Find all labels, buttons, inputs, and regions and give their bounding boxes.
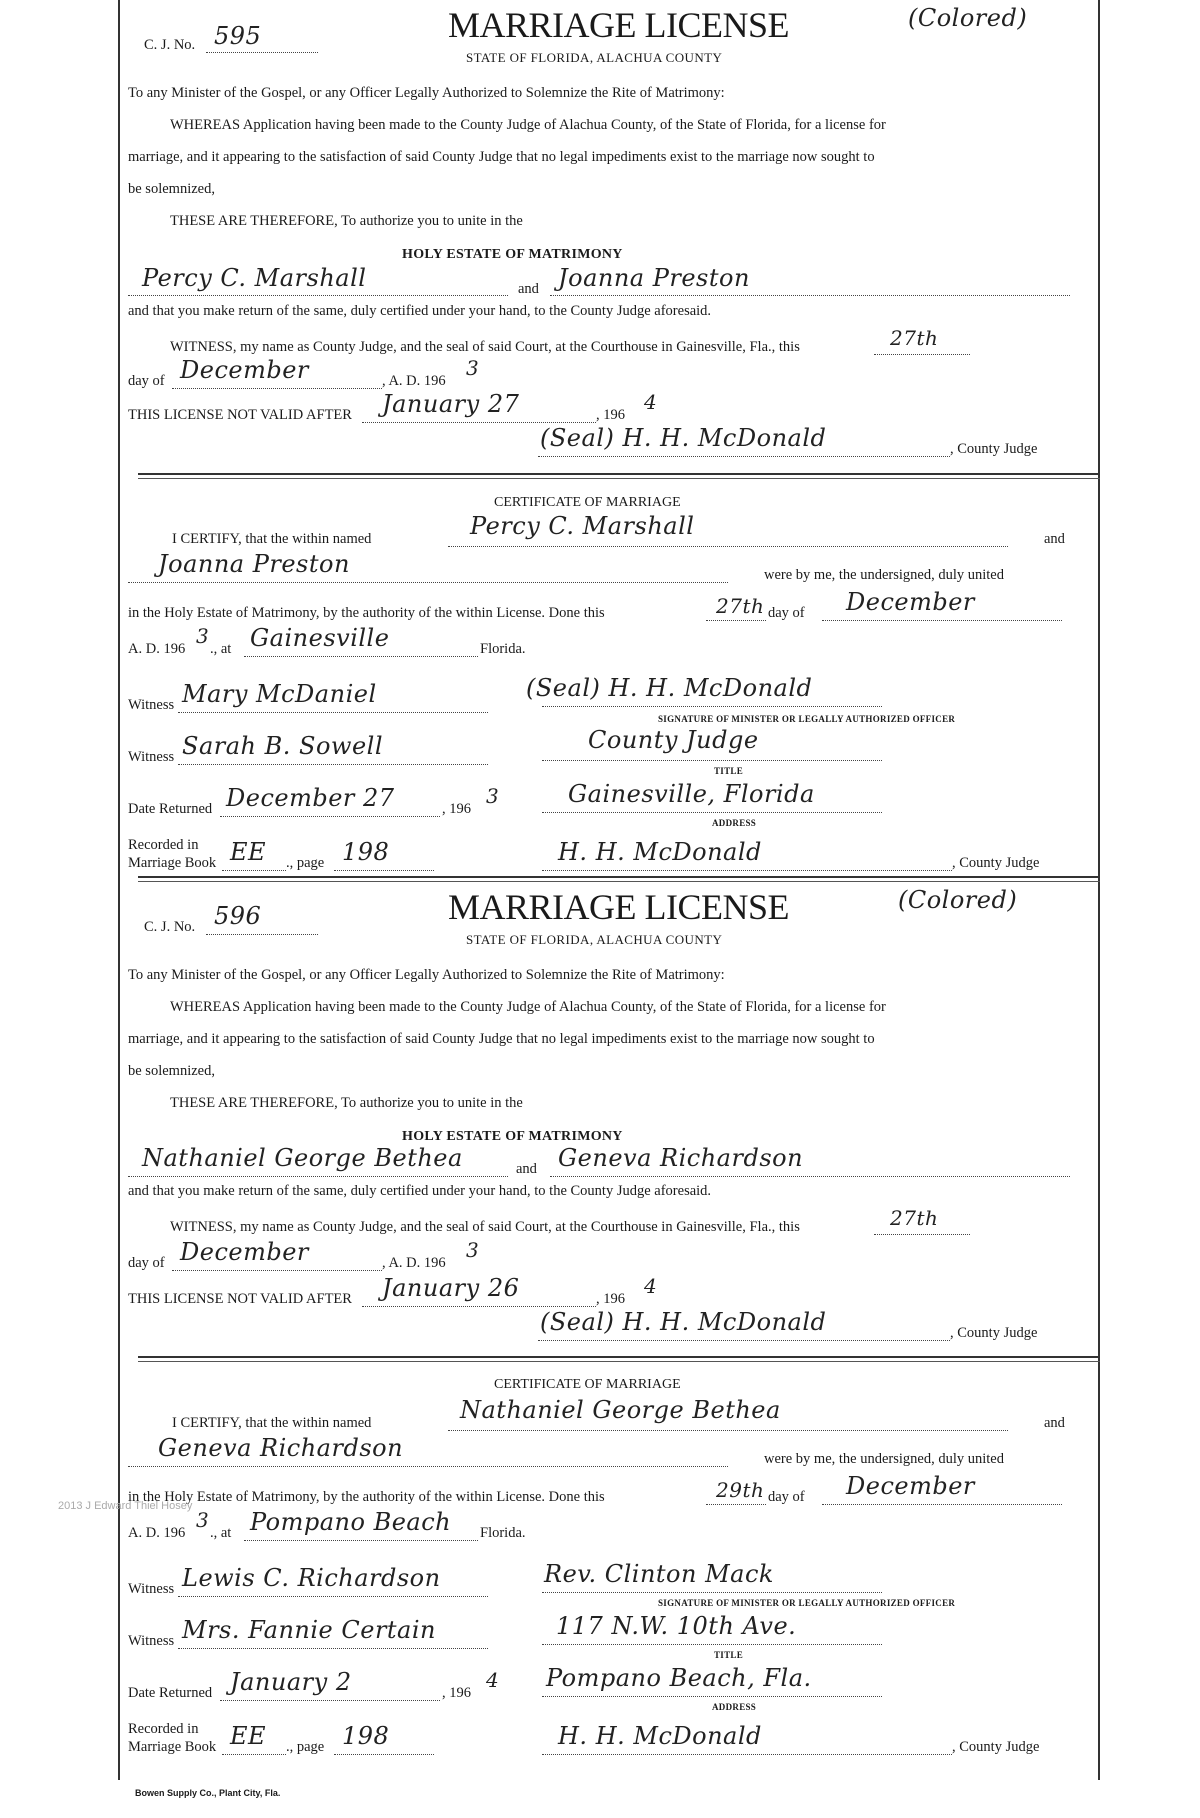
expiry-date: January 27 xyxy=(382,390,520,418)
county-judge-label: , County Judge xyxy=(950,441,1038,457)
and-text: and xyxy=(1044,531,1065,547)
officer-signature: Rev. Clinton Mack xyxy=(544,1560,774,1588)
recorded-in-label: Recorded in xyxy=(128,1721,199,1737)
and-text: and xyxy=(516,1161,537,1177)
recorder-signature: H. H. McDonald xyxy=(558,838,762,866)
return-line: and that you make return of the same, duly certified under your hand, to the County Judge aforesaid. xyxy=(128,303,712,319)
intro-text: To any Minister of the Gospel, or any Officer Legally Authorized to Solemnize the Rite of Matrimony: xyxy=(128,967,725,983)
separator xyxy=(138,1356,1100,1362)
cert-title: CERTIFICATE OF MARRIAGE xyxy=(494,1377,681,1392)
groom-name: Nathaniel George Bethea xyxy=(142,1144,463,1172)
witness-line: WITNESS, my name as County Judge, and the seal of said Court, at the Courthouse in Gainesville, Fla., this xyxy=(170,1219,800,1235)
judge-signature: (Seal) H. H. McDonald xyxy=(540,1308,827,1336)
printer-footer: Bowen Supply Co., Plant City, Fla. xyxy=(135,1788,281,1798)
left-border xyxy=(118,0,120,1780)
ad-year: 3 xyxy=(196,624,210,648)
colored-note: (Colored) xyxy=(898,886,1018,914)
certify-label: I CERTIFY, that the within named xyxy=(172,531,372,547)
at-label: ., at xyxy=(210,1525,232,1541)
witness2-name: Mrs. Fannie Certain xyxy=(182,1616,436,1644)
license-day: 27th xyxy=(890,1206,939,1230)
officer-signature: (Seal) H. H. McDonald xyxy=(526,674,813,702)
watermark: 2013 J Edward Thiel Hosey xyxy=(58,1500,193,1512)
florida-label: Florida. xyxy=(480,1525,526,1541)
ad-label: A. D. 196 xyxy=(128,641,186,657)
not-valid-label: THIS LICENSE NOT VALID AFTER xyxy=(128,407,352,423)
cj-label: C. J. No. xyxy=(144,919,196,935)
separator xyxy=(138,876,1100,882)
dr-year-prefix: , 196 xyxy=(442,1685,471,1701)
license-subtitle: STATE OF FLORIDA, ALACHUA COUNTY xyxy=(466,50,723,65)
holy-estate-heading: HOLY ESTATE OF MATRIMONY xyxy=(402,247,623,262)
recorder-signature: H. H. McDonald xyxy=(558,1722,762,1750)
and-text: and xyxy=(518,281,539,297)
title-label: TITLE xyxy=(714,1650,744,1660)
marriage-place: Pompano Beach xyxy=(250,1508,452,1536)
license-title: MARRIAGE LICENSE xyxy=(448,887,789,927)
date-returned: December 27 xyxy=(226,784,395,812)
marriage-place: Gainesville xyxy=(250,624,390,652)
dr-year: 3 xyxy=(486,784,500,808)
witness1-name: Mary McDaniel xyxy=(182,680,377,708)
florida-label: Florida. xyxy=(480,641,526,657)
license-month: December xyxy=(180,356,309,384)
page-value: 198 xyxy=(342,838,390,866)
signature-label: SIGNATURE OF MINISTER OR LEGALLY AUTHORIZED OFFICER xyxy=(658,714,956,724)
holy-line: in the Holy Estate of Matrimony, by the authority of the within License. Done this xyxy=(128,605,605,621)
cert-name1: Nathaniel George Bethea xyxy=(460,1396,781,1424)
officer-title: County Judge xyxy=(588,726,759,754)
document-page xyxy=(118,0,1100,1780)
return-line: and that you make return of the same, duly certified under your hand, to the County Judge aforesaid. xyxy=(128,1183,712,1199)
para-line1: WHEREAS Application having been made to the County Judge of Alachua County, of the State of Florida, for a license for xyxy=(170,117,886,133)
book-value: EE xyxy=(230,838,267,866)
county-judge-label: , County Judge xyxy=(952,1739,1040,1755)
para-line3: be solemnized, xyxy=(128,1063,215,1079)
done-month: December xyxy=(846,1472,975,1500)
and-text: and xyxy=(1044,1415,1065,1431)
not-valid-label: THIS LICENSE NOT VALID AFTER xyxy=(128,1291,352,1307)
page-label: ., page xyxy=(286,855,325,871)
expiry-year-prefix: , 196 xyxy=(596,407,625,423)
intro-text: To any Minister of the Gospel, or any Officer Legally Authorized to Solemnize the Rite of Matrimony: xyxy=(128,85,725,101)
license-year: 3 xyxy=(466,1238,480,1262)
expiry-date: January 26 xyxy=(382,1274,520,1302)
para-line2: marriage, and it appearing to the satisfaction of said County Judge that no legal impediments exist to the marriage now sought to xyxy=(128,1031,875,1047)
done-day: 27th xyxy=(716,594,765,618)
officer-address: Pompano Beach, Fla. xyxy=(546,1664,812,1692)
bride-name: Joanna Preston xyxy=(558,264,750,292)
holy-estate-heading: HOLY ESTATE OF MATRIMONY xyxy=(402,1129,623,1144)
license-year: 3 xyxy=(466,356,480,380)
ad-label: , A. D. 196 xyxy=(382,373,446,389)
expiry-year-prefix: , 196 xyxy=(596,1291,625,1307)
therefore-line: THESE ARE THEREFORE, To authorize you to unite in the xyxy=(170,213,523,229)
witness2-name: Sarah B. Sowell xyxy=(182,732,383,760)
signature-label: SIGNATURE OF MINISTER OR LEGALLY AUTHORIZED OFFICER xyxy=(658,1598,956,1608)
separator xyxy=(138,473,1100,479)
expiry-year: 4 xyxy=(644,390,658,414)
county-judge-label: , County Judge xyxy=(950,1325,1038,1341)
para-line2: marriage, and it appearing to the satisfaction of said County Judge that no legal impediments exist to the marriage now sought to xyxy=(128,149,875,165)
cj-label: C. J. No. xyxy=(144,37,196,53)
book-value: EE xyxy=(230,1722,267,1750)
dr-year-prefix: , 196 xyxy=(442,801,471,817)
date-returned-label: Date Returned xyxy=(128,801,213,817)
witness1-label: Witness xyxy=(128,697,175,713)
ad-label: , A. D. 196 xyxy=(382,1255,446,1271)
address-label: ADDRESS xyxy=(712,818,757,828)
at-label: ., at xyxy=(210,641,232,657)
done-day: 29th xyxy=(716,1478,765,1502)
cert-name2: Geneva Richardson xyxy=(158,1434,404,1462)
officer-address: Gainesville, Florida xyxy=(568,780,815,808)
recorded-in-label: Recorded in xyxy=(128,837,199,853)
ad-year: 3 xyxy=(196,1508,210,1532)
colored-note: (Colored) xyxy=(908,4,1028,32)
date-returned-label: Date Returned xyxy=(128,1685,213,1701)
address-label: ADDRESS xyxy=(712,1702,757,1712)
marriage-book-label: Marriage Book xyxy=(128,1739,217,1755)
certify-label: I CERTIFY, that the within named xyxy=(172,1415,372,1431)
day-of-label: day of xyxy=(128,1255,165,1271)
ad-label: A. D. 196 xyxy=(128,1525,186,1541)
day-of-label: day of xyxy=(128,373,165,389)
expiry-year: 4 xyxy=(644,1274,658,1298)
cert-title: CERTIFICATE OF MARRIAGE xyxy=(494,495,681,510)
cj-number: 596 xyxy=(214,902,262,930)
cert-name2: Joanna Preston xyxy=(158,550,350,578)
marriage-book-label: Marriage Book xyxy=(128,855,217,871)
were-united-text: were by me, the undersigned, duly united xyxy=(764,567,1004,583)
para-line1: WHEREAS Application having been made to the County Judge of Alachua County, of the State of Florida, for a license for xyxy=(170,999,886,1015)
done-month: December xyxy=(846,588,975,616)
license-title: MARRIAGE LICENSE xyxy=(448,5,789,45)
witness-line: WITNESS, my name as County Judge, and the seal of said Court, at the Courthouse in Gainesville, Fla., this xyxy=(170,339,800,355)
right-border xyxy=(1098,0,1100,1780)
witness2-label: Witness xyxy=(128,749,175,765)
therefore-line: THESE ARE THEREFORE, To authorize you to unite in the xyxy=(170,1095,523,1111)
title-label: TITLE xyxy=(714,766,744,776)
day-of-label: day of xyxy=(768,605,805,621)
cert-name1: Percy C. Marshall xyxy=(470,512,695,540)
license-month: December xyxy=(180,1238,309,1266)
license-subtitle: STATE OF FLORIDA, ALACHUA COUNTY xyxy=(466,932,723,947)
witness1-name: Lewis C. Richardson xyxy=(182,1564,441,1592)
witness1-label: Witness xyxy=(128,1581,175,1597)
judge-signature: (Seal) H. H. McDonald xyxy=(540,424,827,452)
license-day: 27th xyxy=(890,326,939,350)
date-returned: January 2 xyxy=(230,1668,352,1696)
page-value: 198 xyxy=(342,1722,390,1750)
officer-title: 117 N.W. 10th Ave. xyxy=(556,1612,797,1640)
groom-name: Percy C. Marshall xyxy=(142,264,367,292)
bride-name: Geneva Richardson xyxy=(558,1144,804,1172)
dr-year: 4 xyxy=(486,1668,500,1692)
day-of-label: day of xyxy=(768,1489,805,1505)
cj-number: 595 xyxy=(214,22,262,50)
were-united-text: were by me, the undersigned, duly united xyxy=(764,1451,1004,1467)
para-line3: be solemnized, xyxy=(128,181,215,197)
page-label: ., page xyxy=(286,1739,325,1755)
holy-line: in the Holy Estate of Matrimony, by the authority of the within License. Done this xyxy=(128,1489,605,1505)
county-judge-label: , County Judge xyxy=(952,855,1040,871)
witness2-label: Witness xyxy=(128,1633,175,1649)
